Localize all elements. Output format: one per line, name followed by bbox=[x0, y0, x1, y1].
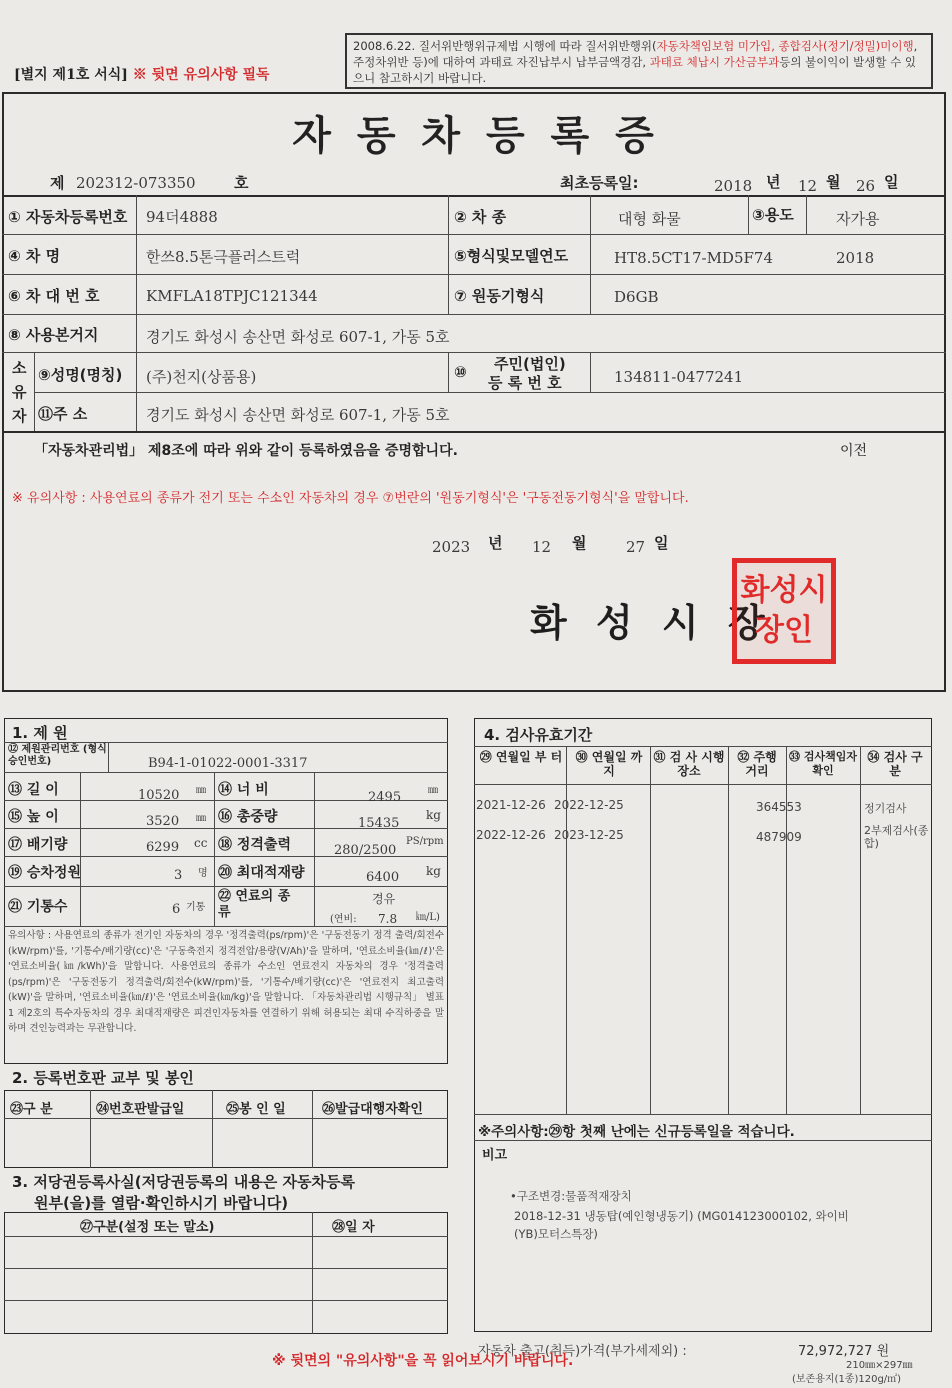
seats-unit: 명 bbox=[198, 868, 208, 879]
load-unit: kg bbox=[426, 864, 441, 878]
grid-line bbox=[2, 314, 946, 315]
eff-label: (연비: bbox=[330, 914, 357, 925]
grid-line bbox=[728, 746, 729, 1114]
price-label: 자동차 출고(취득)가격(부가세제외) : bbox=[478, 1344, 687, 1359]
notice-part3: , 주정차위반 등)에 대하여 과태료 자진납부시 납부금액경감, bbox=[353, 39, 918, 69]
section2-title: 2. 등록번호판 교부 및 봉인 bbox=[12, 1069, 194, 1087]
notice-part5: 등의 불이익이 발생할 수 있으니 참고하시기 바랍니다. bbox=[353, 55, 917, 85]
spec-no-label: ⑫ 제원관리번호 (형식승인번호) bbox=[8, 744, 107, 767]
cert-no-prefix: 제 bbox=[50, 174, 65, 192]
grid-line bbox=[474, 1114, 932, 1115]
grid-line bbox=[108, 742, 109, 772]
grid-line bbox=[448, 352, 449, 392]
s3-header-date: ㉘일 자 bbox=[332, 1220, 375, 1235]
grid-line bbox=[2, 195, 946, 197]
weight-label: ⑯ 총중량 bbox=[218, 809, 278, 825]
s4-header-from: ㉙ 연월일 부 터 bbox=[479, 750, 563, 764]
eff-value: 7.8 bbox=[378, 912, 398, 926]
grid-line bbox=[806, 195, 807, 234]
grid-line bbox=[474, 746, 932, 747]
grid-line bbox=[2, 431, 946, 433]
cyl-label: ㉑ 기통수 bbox=[8, 899, 68, 915]
grid-line bbox=[474, 784, 932, 785]
caution-text: ※ 유의사항 : 사용연료의 종류가 전기 또는 수소인 자동차의 경우 ⑦번란의 '원동기형식'은 '구동전동기형식'을 말합니다. bbox=[12, 491, 689, 506]
section3-table bbox=[4, 1212, 448, 1334]
certify-text: 「자동차관리법」 제8조에 따라 위와 같이 등록하였음을 증명합니다. bbox=[34, 443, 458, 459]
owner-addr-value: 경기도 화성시 송산면 화성로 607-1, 가동 5호 bbox=[146, 406, 450, 424]
spec-notes: 유의사항 : 사용연료의 종류가 전기인 자동차의 경우 '정격출력(ps/rpm)'은 '구동전동기 정격 출력/회전수(kW/rpm)'를, '기통수/배기량(cc)'은 '구동축전지 정격전압/용량(V/Ah)'을 말하며, '연료소비율(㎞/ℓ)'은 '연료소비율(㎞/kWh)'을 말합니다. 사용연료의 종류가 수소인 연료전지 자동차의 경우 '정격출력(ps/rpm)'은 '구동전동기 정격출력/회전수(kW/rpm)'를, '기통수/배기량(cc)'은 '연료전지 최고출력(kW)'을 말하며, '연료소비율(㎞/ℓ)'은 '연료소비율(㎞/kg)'을 말합니다. 「자동차관리법 시행규칙」 별표 1 제2호의 특수자동차의 경우 최대적재량은 피견인자동차를 연결하기 위해 허용되는 최대 수직하중을 말하며 견인능력과는 무관합니다. bbox=[8, 930, 444, 1034]
document-title: 자 동 차 등 록 증 bbox=[292, 112, 660, 159]
s4-note: ※주의사항:㉙항 첫째 난에는 신규등록일을 적습니다. bbox=[478, 1124, 795, 1140]
use-value: 자가용 bbox=[836, 210, 880, 228]
grid-line bbox=[2, 352, 946, 353]
owner-id-label2: 등 록 번 호 bbox=[488, 374, 562, 392]
grid-line bbox=[4, 1118, 448, 1119]
back-note: ※ 뒷면의 "유의사항"을 꼭 읽어보시기 바랍니다. bbox=[272, 1353, 574, 1369]
grid-line bbox=[314, 772, 315, 926]
seats-label: ⑲ 승차정원 bbox=[8, 865, 81, 881]
height-value: 3520 bbox=[146, 814, 180, 829]
section1-title: 1. 제 원 bbox=[12, 724, 68, 742]
engine-value: D6GB bbox=[614, 288, 659, 306]
grid-line bbox=[212, 1090, 213, 1168]
issue-y: 년 bbox=[488, 534, 503, 552]
model-value: HT8.5CT17-MD5F74 bbox=[614, 249, 774, 267]
width-label: ⑭ 너 비 bbox=[218, 782, 269, 798]
cyl-unit: 기통 bbox=[186, 902, 206, 913]
s2-header-agent: ㉖발급대행자확인 bbox=[322, 1102, 423, 1117]
location-value: 경기도 화성시 송산면 화성로 607-1, 가동 5호 bbox=[146, 328, 450, 346]
name-label: ④ 차 명 bbox=[8, 247, 61, 265]
s4-header-to: ㉚ 연월일 까 지 bbox=[575, 750, 643, 778]
s2-header-plate-date: ㉔번호판발급일 bbox=[96, 1102, 185, 1117]
grid-line bbox=[448, 195, 449, 314]
remark-label: 비고 bbox=[482, 1148, 508, 1163]
grid-line bbox=[4, 742, 448, 743]
s4-row1-km: 364553 bbox=[756, 800, 802, 814]
grid-line bbox=[4, 1300, 448, 1301]
grid-line bbox=[4, 1268, 448, 1269]
grid-line bbox=[214, 772, 215, 926]
s4-header-confirm: ㉝ 검사책임자 확인 bbox=[789, 750, 857, 777]
grid-line bbox=[4, 1236, 448, 1237]
remark-line-1: •구조변경:물품적재장치 bbox=[510, 1189, 632, 1203]
fuel-value: 경유 bbox=[372, 892, 396, 906]
official-seal bbox=[732, 558, 836, 664]
s4-row2-kind: 2부제검사(종합) bbox=[864, 824, 929, 850]
length-label: ⑬ 길 이 bbox=[8, 782, 59, 798]
load-value: 6400 bbox=[366, 870, 400, 885]
remark-line-3: (YB)모터스특장) bbox=[514, 1227, 598, 1241]
issue-day: 27 bbox=[626, 538, 646, 556]
grid-line bbox=[590, 352, 591, 392]
height-unit: ㎜ bbox=[196, 813, 206, 824]
width-unit: ㎜ bbox=[428, 785, 438, 796]
s4-header-kind: ㉞ 검사 구분 bbox=[867, 750, 923, 778]
model-year-value: 2018 bbox=[836, 249, 875, 267]
issue-m: 월 bbox=[572, 534, 587, 552]
paper-spec: (보존용지(1종)120g/㎡) bbox=[792, 1374, 902, 1385]
first-reg-m: 월 bbox=[826, 173, 841, 191]
s3-header-kind: ㉗구분(설정 또는 말소) bbox=[80, 1220, 215, 1235]
fuel-label: ㉒ 연료의 종류 bbox=[218, 889, 291, 920]
type-value: 대형 화물 bbox=[618, 210, 681, 228]
remark-line-2: 2018-12-31 냉동탑(예인형냉동기) (MG014123000102, 와이비 bbox=[514, 1209, 849, 1223]
price-value: 72,972,727 원 bbox=[798, 1344, 890, 1359]
cyl-value: 6 bbox=[172, 902, 181, 917]
grid-line bbox=[860, 746, 861, 1114]
section4-title: 4. 검사유효기간 bbox=[484, 726, 593, 744]
grid-line bbox=[80, 772, 81, 926]
notice-part2: 자동차책임보험 미가입, 종합검사(정기/정밀)미이행 bbox=[656, 39, 914, 53]
s4-row2-km: 487909 bbox=[756, 830, 802, 844]
s4-header-place: ㉛ 검 사 시행장소 bbox=[653, 750, 725, 778]
grid-line bbox=[590, 195, 591, 314]
grid-line bbox=[136, 352, 137, 431]
model-label: ⑤형식및모델연도 bbox=[454, 247, 569, 265]
grid-line bbox=[136, 314, 137, 352]
vin-label: ⑥ 차 대 번 호 bbox=[8, 287, 100, 305]
grid-line bbox=[312, 1212, 313, 1334]
grid-line bbox=[312, 1090, 313, 1168]
notice-part1: 2008.6.22. 질서위반행위규제법 시행에 따라 질서위반행위( bbox=[353, 39, 657, 53]
cert-no: 202312-073350 bbox=[76, 174, 196, 192]
name-value: 한쓰8.5톤극플러스트럭 bbox=[146, 248, 301, 266]
power-label: ⑱ 정격출력 bbox=[218, 837, 291, 853]
power-value: 280/2500 bbox=[334, 843, 397, 858]
section3-title-1: 3. 저당권등록사실(저당권등록의 내용은 자동차등록 bbox=[12, 1173, 355, 1191]
grid-line bbox=[4, 772, 448, 773]
form-label: [별지 제1호 서식] bbox=[14, 67, 128, 83]
engine-label: ⑦ 원동기형식 bbox=[454, 287, 545, 305]
owner-id-num: ⑩ bbox=[454, 363, 467, 381]
grid-line bbox=[136, 195, 137, 314]
seal-line-2: 장인 bbox=[755, 613, 813, 648]
grid-line bbox=[2, 274, 946, 275]
paper-size: 210㎜×297㎜ bbox=[846, 1360, 913, 1371]
grid-line bbox=[4, 886, 448, 887]
first-reg-day: 26 bbox=[856, 177, 876, 195]
weight-unit: kg bbox=[426, 808, 441, 822]
grid-line bbox=[474, 1140, 932, 1141]
first-reg-month: 12 bbox=[798, 177, 818, 195]
cert-no-suffix: 호 bbox=[234, 174, 249, 192]
owner-name-label: ⑨성명(명칭) bbox=[38, 366, 123, 384]
length-value: 10520 bbox=[138, 788, 180, 803]
form-label-line bbox=[14, 64, 270, 84]
s4-row2-from: 2022-12-26 bbox=[476, 828, 546, 842]
length-unit: ㎜ bbox=[196, 785, 206, 796]
disp-value: 6299 bbox=[146, 840, 180, 855]
type-label: ② 차 종 bbox=[454, 208, 507, 226]
first-reg-year: 2018 bbox=[714, 177, 753, 195]
s4-row1-kind: 정기검사 bbox=[864, 802, 907, 815]
power-unit: PS/rpm bbox=[406, 836, 444, 847]
notice-part4: 과태료 체납시 가산금부과 bbox=[649, 55, 780, 69]
grid-line bbox=[748, 195, 749, 234]
grid-line bbox=[90, 1090, 91, 1168]
width-value: 2495 bbox=[368, 790, 402, 805]
eff-unit: ㎞/L) bbox=[416, 912, 440, 923]
transfer-note: 이전 bbox=[840, 443, 868, 459]
first-reg-label: 최초등록일: bbox=[560, 174, 639, 192]
s4-row1-to: 2022-12-25 bbox=[554, 798, 624, 812]
location-label: ⑧ 사용본거지 bbox=[8, 326, 99, 344]
issue-d: 일 bbox=[654, 534, 669, 552]
section3-title-2: 원부(을)를 열람·확인하시기 바랍니다) bbox=[34, 1194, 289, 1212]
load-label: ⑳ 최대적재량 bbox=[218, 865, 305, 881]
notice-box bbox=[345, 33, 933, 89]
disp-unit: cc bbox=[194, 836, 208, 850]
grid-line bbox=[34, 352, 35, 431]
owner-name-value: (주)천지(상품용) bbox=[146, 368, 257, 386]
owner-id-label1: 주민(법인) bbox=[494, 355, 566, 373]
s2-header-seal-date: ㉕봉 인 일 bbox=[226, 1102, 286, 1117]
form-note: ※ 뒷면 유의사항 필독 bbox=[132, 67, 270, 83]
grid-line bbox=[2, 234, 946, 235]
reg-no-label: ① 자동차등록번호 bbox=[8, 208, 128, 226]
weight-value: 15435 bbox=[358, 816, 400, 831]
grid-line bbox=[4, 926, 448, 927]
issue-year: 2023 bbox=[432, 538, 471, 556]
use-label: ③용도 bbox=[752, 206, 794, 224]
owner-id-value: 134811-0477241 bbox=[614, 368, 744, 386]
issuer-name: 화 성 시 장 bbox=[530, 600, 773, 645]
s4-header-km: ㉜ 주행 거리 bbox=[737, 750, 777, 778]
first-reg-y: 년 bbox=[766, 173, 781, 191]
seats-value: 3 bbox=[174, 868, 183, 883]
s4-row1-from: 2021-12-26 bbox=[476, 798, 546, 812]
vin-value: KMFLA18TPJC121344 bbox=[146, 287, 318, 305]
disp-label: ⑰ 배기량 bbox=[8, 837, 68, 853]
reg-no-value: 94더4888 bbox=[146, 208, 218, 226]
seal-line-1: 화성시 bbox=[740, 573, 828, 608]
grid-line bbox=[650, 746, 651, 1114]
spec-no-value: B94-1-01022-0001-3317 bbox=[148, 756, 308, 771]
height-label: ⑮ 높 이 bbox=[8, 809, 59, 825]
issue-month: 12 bbox=[532, 538, 552, 556]
first-reg-d: 일 bbox=[884, 173, 899, 191]
owner-addr-label: ⑪주 소 bbox=[38, 405, 88, 423]
owner-side-label: 소유자 bbox=[12, 359, 27, 425]
s4-row2-to: 2023-12-25 bbox=[554, 828, 624, 842]
s2-header-kind: ㉓구 분 bbox=[10, 1102, 53, 1117]
